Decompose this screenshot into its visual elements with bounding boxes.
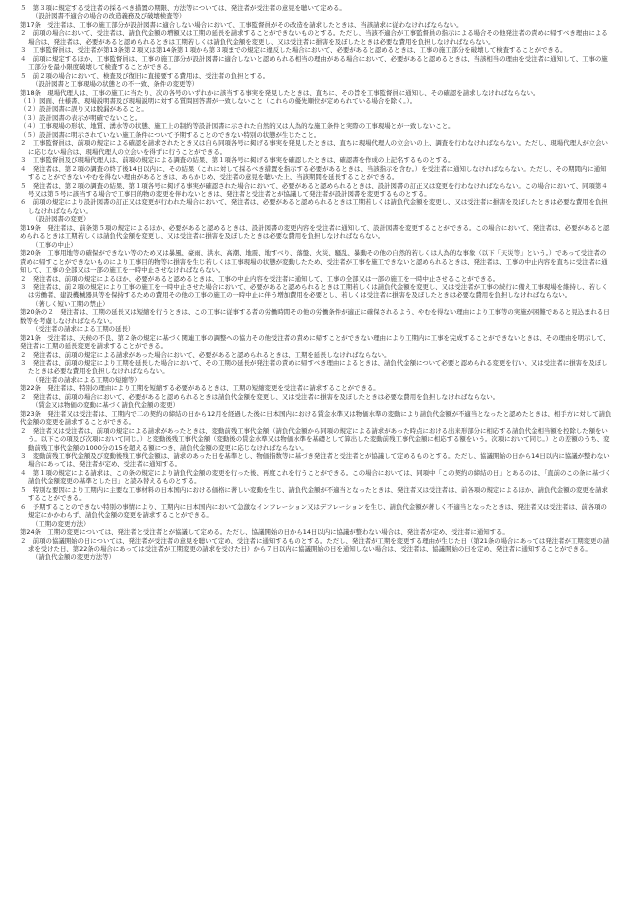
paragraph: ３ 変動前残工事代金額及び変動後残工事代金額は、請求のあった日を基準とし、物価指数等に基づき発注者と受注者とが協議して定めるものとする。ただし、協議開始の日から14日以内に協議が整わない場合にあっては、発注者が定め、受注者に通知する。 (20, 452, 610, 469)
paragraph: ２ 前項の協議開始の日については、発注者が受注者の意見を聴いて定め、受注者に通知するものとする。ただし、発注者が工期を変更する理由が生じた日（第21条の場合にあっては発注者が工期変更の請求を受けた日、第22条の場合にあっては受注者が工期変更の請求を受けた日）から７日以内に協議開始の日を通知しない場合は、受注者は、協議開始の日を定め、発注者に通知することができる。 (20, 536, 610, 553)
list-item: （２）設計図書に誤り又は脱漏があること。 (20, 105, 148, 114)
paragraph: ５ 特別な要因により工期内に主要な工事材料の日本国内における価格に著しい変動を生じ、請負代金額が不適当となったときは、発注者又は受注者は、前各項の規定によるほか、請負代金額の変更を請求することができる。 (20, 485, 608, 503)
article-heading-text: 第17条 受注者は、工事の施工部分が設計図書に適合しない場合において、工事監督員がその改造を請求したときは、当該請求に従わなければならない。 (20, 20, 463, 29)
list-item: （４）工事現場の形状、地質、湧水等の状態、施工上の制約等設計図書に示された自然的又は人為的な施工条件と実際の工事現場とが一致しないこと。 (20, 122, 455, 131)
article-heading-text: 第20条 工事用地等の確保ができない等のため又は暴風、豪雨、洪水、高潮、地震、地すべり、落盤、火災、騒乱、暴動その他の自然的若しくは人為的な事象（以下「天災等」という。）であって受注者の責めに帰すことができないものにより工事目的物等に損害を生じ若しくは工事現場の状態が変動したため、受注者が工事を施工できないと認められるときは、発注者は、工事の中止内容を直ちに受注者に通知して、工事の全部又は一部の施工を一時中止させなければならない。 (20, 249, 608, 275)
article-heading-text: 第19条 発注者は、前条第５項の規定によるほか、必要があると認めるときは、設計図書の変更内容を受注者に通知して、設計図書を変更することができる。この場合において、発注者は、必要があると認められるときは工期若しくは請負代金額を変更し、又は受注者に損害を及ぼしたときは必要な費用を負担しなければならない。 (20, 223, 610, 241)
article-heading-text: 第21条 受注者は、天候の不良、第２条の規定に基づく関連工事の調整への協力その他受注者の責めに帰すことができない理由により工期内に工事を完成することができないときは、その理由を明示して、発注者に工期の延長変更を請求することができる。 (20, 333, 610, 351)
paragraph: ２ 発注者は、前項の場合において、必要があると認められるときは請負代金額を変更し、又は受注者に損害を及ぼしたときは必要な費用を負担しなければならない。 (20, 392, 500, 401)
paragraph: ５ 発注者は、第２項の調査の結果、第１項各号に掲げる事実が確認された場合において、必要があると認められるときは、設計図書の訂正又は変更を行わなければならない。この場合において、同項第４号又は第５号に該当する場合で工事目的物の変更を伴わないときは、発注者と受注者とが協議して発注者が設計図書を変更するものとする。 (20, 181, 608, 198)
article-heading-text: 第20条の２ 発注者は、工期の延長又は短縮を行うときは、この工事に従事する者の労働時間その他の労働条件が適正に確保されるよう、やむを得ない理由により工事等の実施が困難であると見込まれる日数等を考慮しなければならない。 (20, 308, 610, 325)
section-caption: （著しく短い工期の禁止） (32, 299, 109, 308)
section-caption: （設計図書の変更） (32, 215, 90, 224)
paragraph: ６ 予期することのできない特別の事情により、工期内に日本国内において急激なインフレーション又はデフレーションを生じ、請負代金額が著しく不適当となったときは、発注者又は受注者は、前各項の規定にかかわらず、請負代金額の変更を請求することができる。 (20, 502, 607, 520)
paragraph: ５ 前２項の場合において、検査及び復旧に直接要する費用は、受注者の負担とする。 (20, 71, 270, 80)
section-caption: （設計図書不適合の場合の改造義務及び破壊検査等） (32, 12, 186, 21)
paragraph: ２ 工事監督員は、前項の規定による確認を請求されたとき又は自ら同項各号に掲げる事実を発見したときは、直ちに現場代理人の立会いの上、調査を行わなければならない。ただし、現場代理人が立会いに応じない場合は、現場代理人の立会いを得ずに行うことができる。 (20, 139, 608, 156)
paragraph: ４ 第１項の規定による請求は、この条の規定により請負代金額の変更を行った後、再度これを行うことができる。この場合においては、同項中「この契約の締結の日」とあるのは、「直前のこの条に基づく請負代金額変更の基準とした日」と読み替えるものとする。 (20, 468, 612, 486)
section-caption: （請負代金額の変更方法等） (32, 553, 116, 562)
article-heading-text: 第22条 発注者は、特別の理由により工期を短縮する必要があるときは、工期の短縮変更を受注者に請求することができる。 (20, 384, 380, 393)
paragraph: ２ 発注者は、前項の規定による請求があった場合において、必要があると認められるときは、工期を延長しなければならない。 (20, 350, 391, 359)
paragraph: ３ 工事監督員及び現場代理人は、前項の規定による調査の結果、第１項各号に掲げる事実を確認したときは、確認書を作成の上記名するものとする。 (20, 156, 455, 165)
article-heading-text: 第23条 発注者又は受注者は、工期内で二の契約の締結の日から12月を経過した後に日本国内における賃金水準又は物価水準の変動により請負代金額が不適当となったと認めたときは、相手方に対して請負代金額の変更を請求することができる。 (20, 409, 612, 427)
paragraph: ５ 第３項に規定する受注者の採るべき措置の期限、方法等については、発注者が受注者の意見を聴いて定める。 (20, 4, 346, 12)
section-caption: （受注者の請求による工期の延長） (32, 325, 135, 334)
list-item: （１）図面、仕様書、現場説明書及び現場説明に対する質問回答書が一致しないこと（これらの優先順位が定められている場合を除く。）。 (20, 96, 417, 105)
article-heading-text: 第18条 現場代理人は、工事の施工に当たり、次の各号のいずれかに該当する事実を発見したときは、直ちに、その旨を工事監督員に通知し、その確認を請求しなければならない。 (20, 88, 540, 97)
paragraph: ２ 前項の場合において、受注者は、請負代金額の増額又は工期の延長を請求することができないものとする。ただし、当該不適合が工事監督員の指示による場合その他発注者の責めに帰すべき理由による場合は、発注者は、必要があると認められるときは工期若しくは請負代金額を変更し、又は受注者に損害を及ぼしたときは必要な費用を負担しなければならない。 (20, 29, 608, 46)
section-caption: （工事の中止） (32, 240, 77, 249)
paragraph: ４ 前項に規定するほか、工事監督員は、工事の施工部分が設計図書に適合しないと認められる相当の理由がある場合において、必要があると認めるときは、当該相当の理由を受注者に通知して、工事の施工部分を最小限度破壊して検査することができる。 (20, 54, 608, 72)
section-caption: （工期の変更方法） (32, 519, 90, 528)
paragraph: ４ 発注者は、第２項の調査の終了後14日以内に、その結果（これに対して採るべき措置を指示する必要があるときは、当該指示を含む。）を受注者に通知しなければならない。ただし、その期間内に通知することができないやむを得ない理由があるときは、あらかじめ、受注者の意見を聴いた上、当該期間を延長することができる。 (20, 164, 607, 182)
paragraph: ２ 発注者は、前項の規定によるほか、必要があると認めるときは、工事の中止内容を受注者に通知して、工事の全部又は一部の施工を一時中止させることができる。 (20, 274, 500, 283)
paragraph: ６ 前項の規定により設計図書の訂正又は変更が行われた場合において、発注者は、必要があると認められるときは工期若しくは請負代金額を変更し、又は受注者に損害を及ぼしたときは必要な費用を負担しなければならない。 (20, 198, 608, 215)
paragraph: ２ 発注者又は受注者は、前項の規定による請求があったときは、変動前残工事代金額（請負代金額から同項の規定による請求があった時点における出来形部分に相応する請負代金相当額を控除した額をいう。以下この項及び次項において同じ。）と変動後残工事代金額（変動後の賃金水準又は物価水準を基礎として算出した変動前残工事代金額に相応する額をいう。次項において同じ。）との差額のうち、変動前残工事代金額の1000分の15を超える額につき、請負代金額の変更に応じなければならない。 (20, 426, 610, 452)
paragraph: ３ 発注者は、前２項の規定により工事の施工を一時中止させた場合において、必要があると認められるときは工期若しくは請負代金額を変更し、又は受注者が工事の続行に備え工事現場を維持し、若しくは労働者、建設機械器具等を保持するための費用その他の工事の施工の一時中止に伴う増加費用を必要とし、若しくは受注者に損害を及ぼしたときは必要な費用を負担しなければならない。 (20, 282, 608, 300)
paragraph: ３ 工事監督員は、受注者が第13条第２項又は第14条第１項から第３項までの規定に違反した場合において、必要があると認めるときは、工事の施工部分を破壊して検査することができる。 (20, 46, 567, 55)
list-item: （５）設計図書に明示されていない施工条件について予期することのできない特別の状態が生じたこと。 (20, 130, 321, 139)
section-caption: （設計図書と工事現場の状態との不一致、条件の変更等） (32, 80, 199, 89)
paragraph: ３ 発注者は、前項の規定により工期を延長した場合において、その工期の延長が発注者の責めに帰すべき理由によるときは、請負代金額について必要と認められる変更を行い、又は受注者に損害を及ぼしたときは必要な費用を負担しなければならない。 (20, 359, 608, 376)
section-caption: （賃金又は物価の変動に基づく請負代金額の変更） (32, 401, 179, 410)
section-caption: （発注者の請求による工期の短縮等） (32, 375, 141, 384)
list-item: （３）設計図書の表示が明確でないこと。 (20, 113, 142, 122)
article-heading-text: 第24条 工期の変更については、発注者と受注者とが協議して定める。ただし、協議開始の日から14日以内に協議が整わない場合は、発注者が定め、受注者に通知する。 (20, 528, 509, 537)
